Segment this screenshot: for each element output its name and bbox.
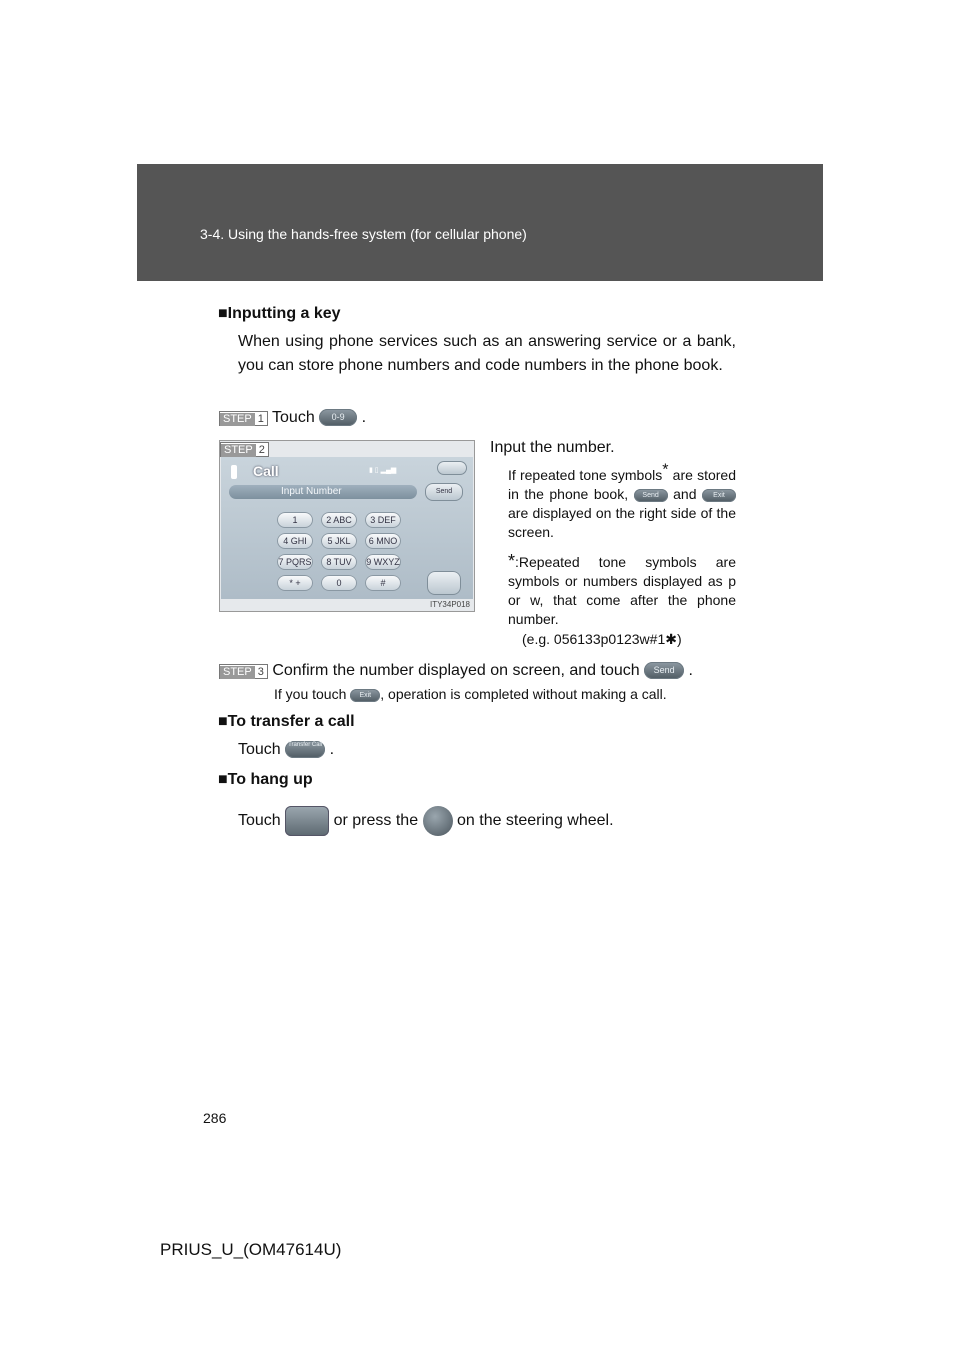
step2-badge: STEP 2 bbox=[220, 442, 269, 457]
section-header-bar bbox=[137, 164, 823, 281]
keypad-key: * + bbox=[277, 575, 313, 591]
transfer-call-button-icon: Transfer Call bbox=[285, 741, 325, 758]
section-title: 3-4. Using the hands-free system (for cellular phone) bbox=[200, 226, 527, 242]
keypad-key: 9 WXYZ bbox=[365, 554, 401, 570]
heading-transfer-call: ■To transfer a call bbox=[218, 713, 355, 730]
page-number: 286 bbox=[203, 1110, 227, 1126]
screen-display bbox=[221, 457, 473, 599]
step1-badge: STEP 1 bbox=[219, 411, 268, 426]
exit-button-icon: Exit bbox=[702, 489, 736, 502]
keypad-key: 0 bbox=[321, 575, 357, 591]
signal-status-icon: ▮ ▯ ▂▄▆ bbox=[369, 467, 397, 474]
keypad-key: 3 DEF bbox=[365, 512, 401, 528]
transfer-row: Touch Transfer Call . bbox=[238, 741, 335, 758]
back-icon bbox=[437, 461, 467, 475]
exit-button-icon: Exit bbox=[350, 689, 380, 702]
keypad-key: 5 JKL bbox=[321, 533, 357, 549]
hangup-row: Touch or press the on the steering wheel. bbox=[238, 806, 614, 836]
step1-row: STEP 1 Touch 0-9 . bbox=[219, 406, 366, 430]
send-button-icon: Send bbox=[644, 662, 684, 679]
keypad-key: 7 PQRS bbox=[277, 554, 313, 570]
send-key: Send bbox=[425, 483, 463, 501]
zero-nine-button-icon: 0-9 bbox=[319, 409, 357, 426]
step2-example: (e.g. 056133p0123w#1✱) bbox=[522, 631, 682, 647]
call-screen-illustration bbox=[219, 440, 475, 612]
send-button-icon: Send bbox=[634, 489, 668, 502]
step3-badge: STEP 3 bbox=[219, 664, 268, 679]
hang-up-button-icon bbox=[285, 806, 329, 836]
step3-note: If you touch Exit , operation is completed without making a call. bbox=[274, 686, 667, 702]
screen-title: Call bbox=[253, 463, 279, 479]
heading-inputting-a-key: ■Inputting a key bbox=[218, 305, 341, 322]
keypad-key: 6 MNO bbox=[365, 533, 401, 549]
image-code: ITY34P018 bbox=[429, 600, 470, 609]
keypad-key: 2 ABC bbox=[321, 512, 357, 528]
keypad-key: 1 bbox=[277, 512, 313, 528]
step2-footnote: *:Repeated tone symbols are symbols or numbers displayed as p or w, that come after the phone number. bbox=[508, 551, 736, 627]
keypad-key: 4 GHI bbox=[277, 533, 313, 549]
steering-wheel-hang-up-icon bbox=[423, 806, 453, 836]
phone-icon bbox=[231, 465, 237, 479]
step3-row: STEP 3 Confirm the number displayed on screen, and touch Send . bbox=[219, 659, 693, 683]
input-number-bar: Input Number bbox=[229, 485, 417, 499]
step2-instruction: Input the number. bbox=[490, 439, 615, 456]
keypad-key: # bbox=[365, 575, 401, 591]
hang-up-icon bbox=[427, 571, 461, 595]
heading-hang-up: ■To hang up bbox=[218, 771, 313, 788]
keypad-key: 8 TUV bbox=[321, 554, 357, 570]
step2-note: If repeated tone symbols* are stored in the phone book, Send and Exit are displayed on the right side of the screen. bbox=[508, 461, 737, 540]
intro-paragraph: When using phone services such as an answering service or a bank, you can store phone numbers and code numbers in the phone book. bbox=[238, 333, 736, 374]
footer-code: PRIUS_U_(OM47614U) bbox=[160, 1240, 342, 1259]
